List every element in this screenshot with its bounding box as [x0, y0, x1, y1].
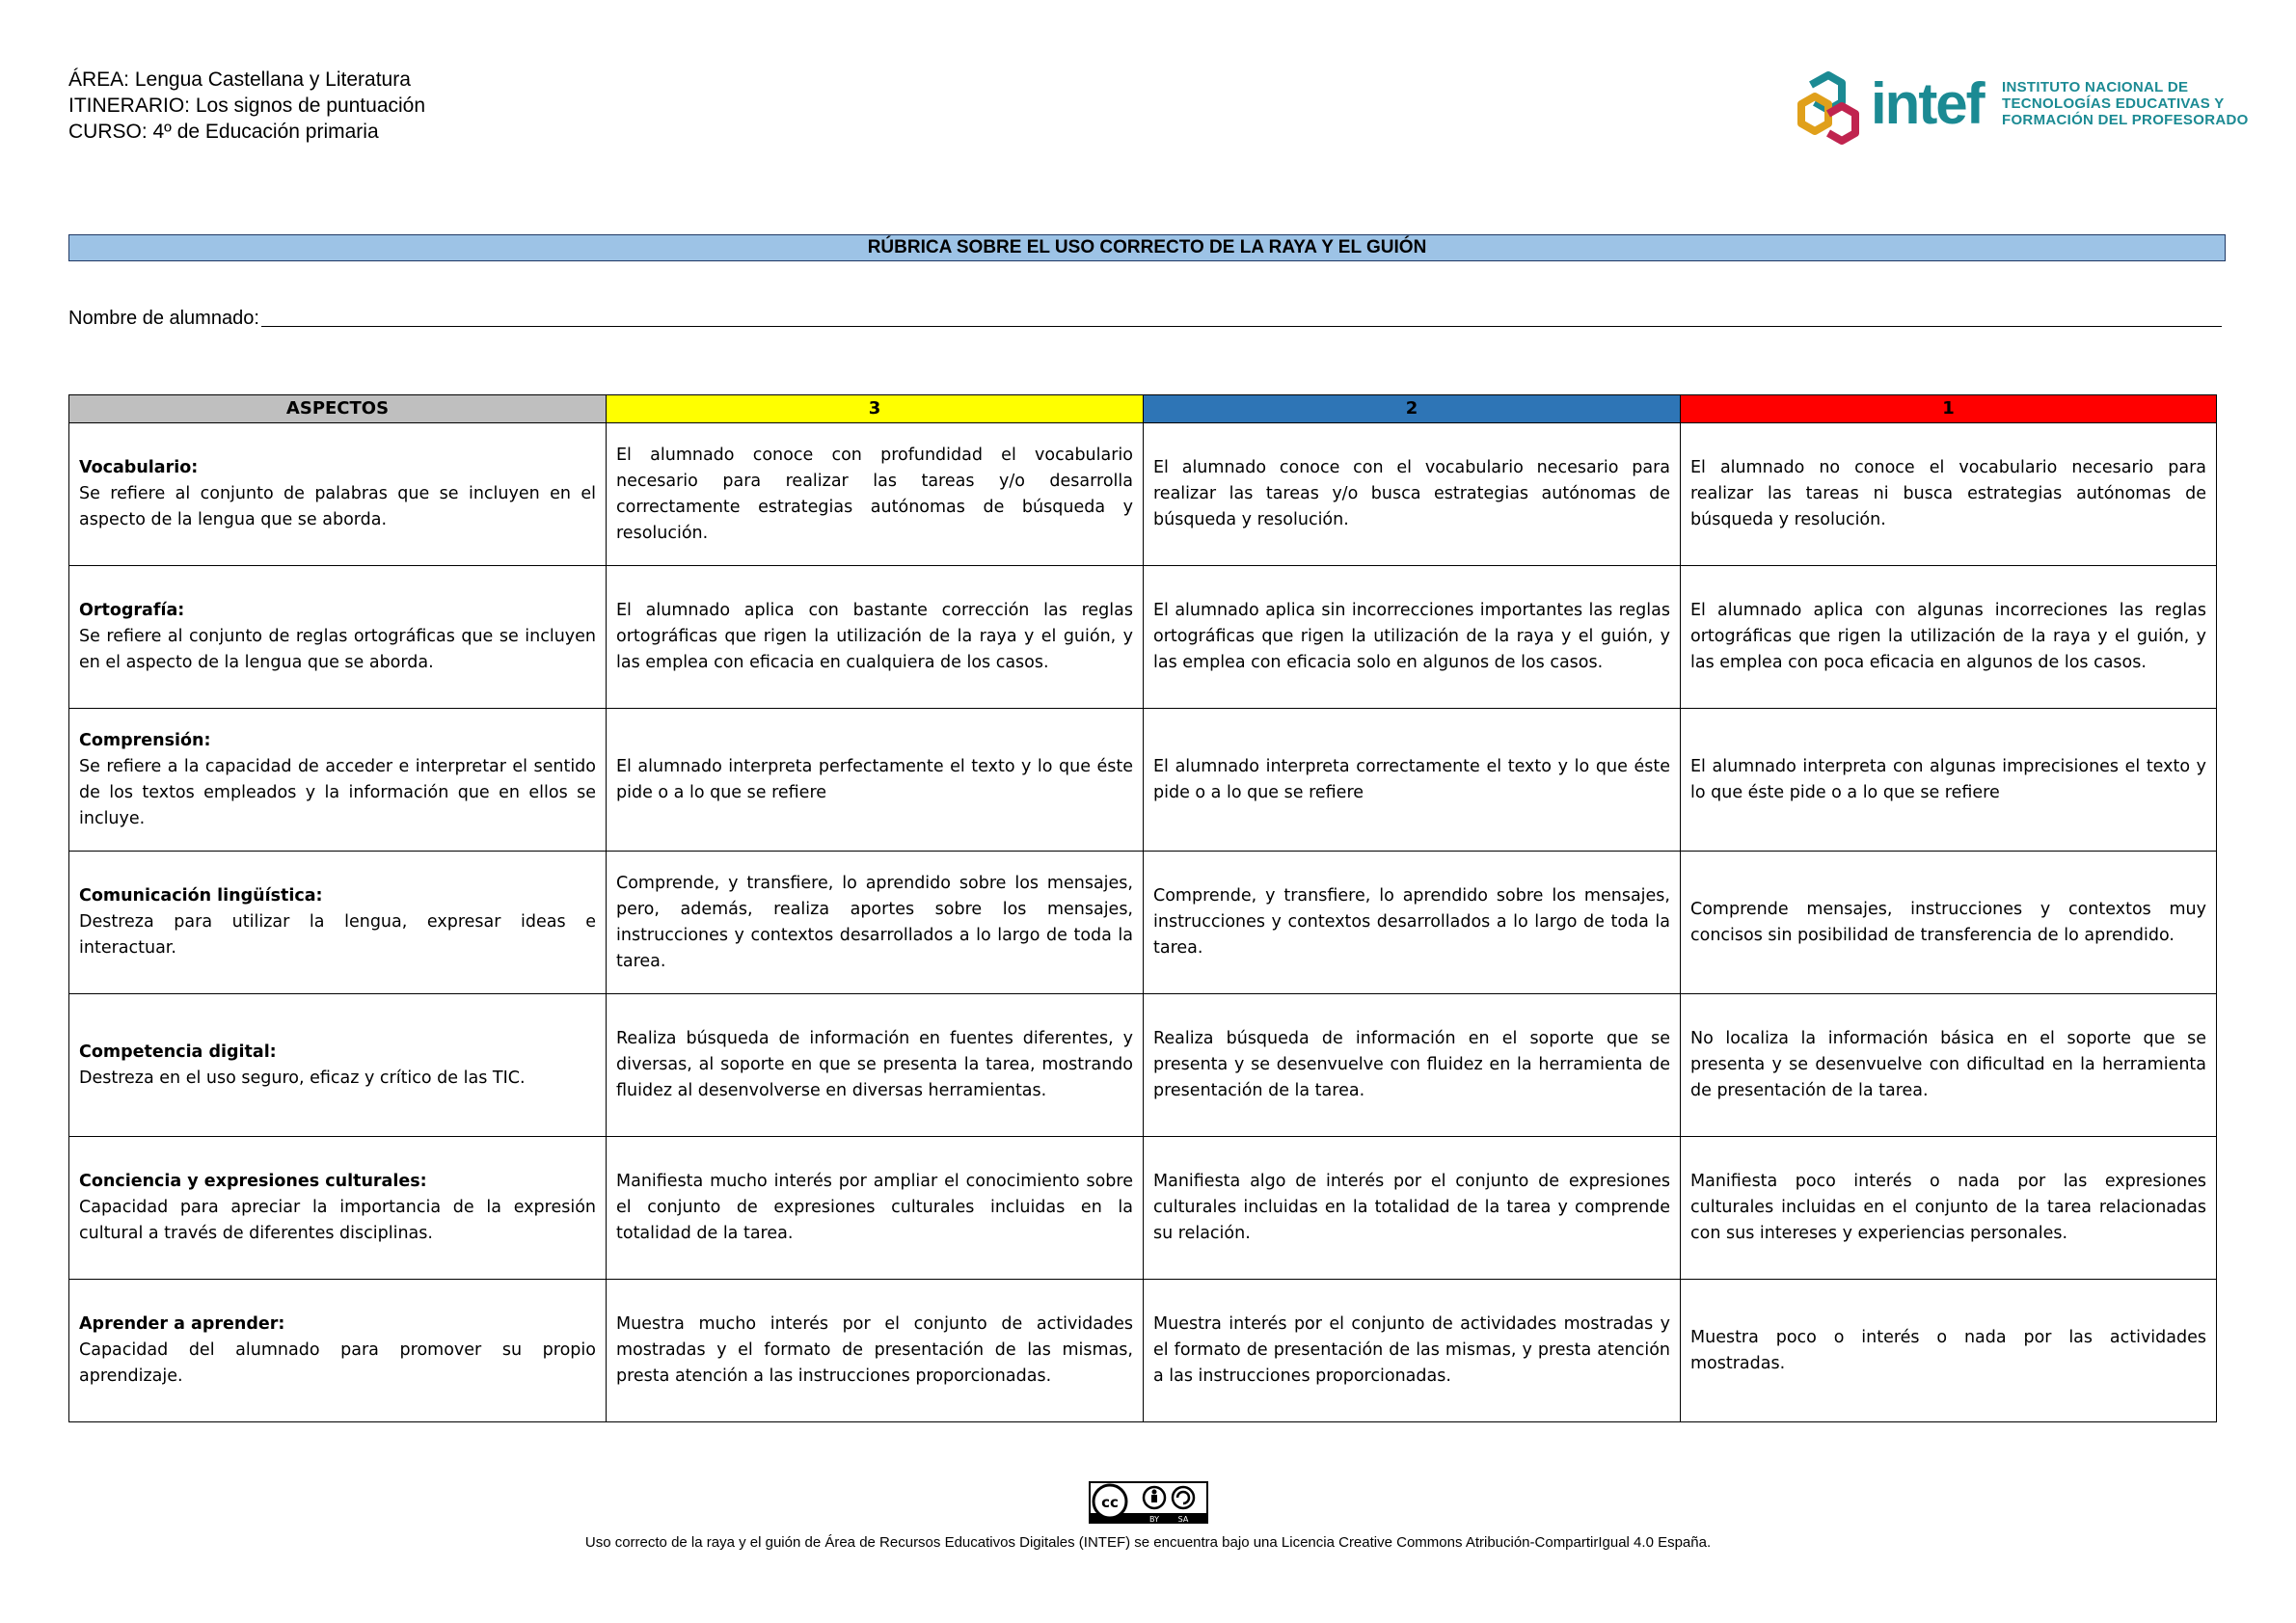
intef-logo-caption	[2002, 79, 2249, 128]
aspect-name: Comunicación lingüística:	[79, 886, 323, 906]
aspect-name: Vocabulario:	[79, 458, 199, 477]
aspect-cell	[69, 709, 607, 852]
student-name-label: Nombre de alumnado:	[68, 308, 259, 329]
table-row	[69, 852, 2217, 994]
aspect-name: Comprensión:	[79, 730, 211, 750]
header-level-2: 2	[1144, 395, 1681, 423]
table-row	[69, 423, 2217, 566]
rubric-title: RÚBRICA SOBRE EL USO CORRECTO DE LA RAYA Y EL GUIÓN	[68, 234, 2226, 261]
level-3-cell: Realiza búsqueda de información en fuentes diferentes, y diversas, al soporte en que se presenta la tarea, mostrando fluidez al desenvolverse en diversas herramientas.	[607, 994, 1144, 1137]
aspect-cell	[69, 1137, 607, 1280]
badge-by-text: BY	[1148, 1515, 1159, 1524]
level-1-cell: No localiza la información básica en el soporte que se presenta y se desenvuelve con dificultad en la herramienta de presentación de la tarea.	[1681, 994, 2217, 1137]
license-footer	[0, 1481, 2296, 1551]
level-3-cell: Muestra mucho interés por el conjunto de actividades mostradas y el formato de presentación de las mismas, presta atención a las instrucciones proporcionadas.	[607, 1280, 1144, 1422]
level-2-cell: Muestra interés por el conjunto de actividades mostradas y el formato de presentación de las mismas, y presta atención a las instrucciones proporcionadas.	[1144, 1280, 1681, 1422]
area-label: ÁREA: Lengua Castellana y Literatura	[68, 68, 411, 91]
level-2-cell: El alumnado aplica sin incorrecciones importantes las reglas ortográficas que rigen la utilización de la raya y el guión, y las emplea con eficacia solo en algunos de los casos.	[1144, 566, 1681, 709]
student-name-blank[interactable]	[261, 307, 2222, 327]
level-2-cell: Realiza búsqueda de información en el soporte que se presenta y se desenvuelve con fluidez en la herramienta de presentación de la tarea.	[1144, 994, 1681, 1137]
aspect-desc: Se refiere al conjunto de palabras que se incluyen en el aspecto de la lengua que se aborda.	[79, 484, 596, 529]
cc-by-sa-badge-icon[interactable]	[1089, 1481, 1208, 1528]
level-2-cell: Comprende, y transfiere, lo aprendido sobre los mensajes, instrucciones y contextos desarrollados a lo largo de toda la tarea.	[1144, 852, 1681, 994]
level-1-cell: El alumnado no conoce el vocabulario necesario para realizar las tareas ni busca estrategias autónomas de búsqueda y resolución.	[1681, 423, 2217, 566]
aspect-desc: Capacidad del alumnado para promover su propio aprendizaje.	[79, 1340, 596, 1386]
aspect-desc: Se refiere al conjunto de reglas ortográficas que se incluyen en el aspecto de la lengua que se aborda.	[79, 627, 596, 672]
table-row	[69, 994, 2217, 1137]
intef-logo	[1782, 66, 2249, 152]
level-2-cell: El alumnado conoce con el vocabulario necesario para realizar las tareas y/o busca estrategias autónomas de búsqueda y resolución.	[1144, 423, 1681, 566]
itinerario-label: ITINERARIO: Los signos de puntuación	[68, 95, 426, 117]
aspect-cell	[69, 423, 607, 566]
level-1-cell: Muestra poco o interés o nada por las actividades mostradas.	[1681, 1280, 2217, 1422]
table-row	[69, 1137, 2217, 1280]
level-1-cell: El alumnado aplica con algunas incorreciones las reglas ortográficas que rigen la utilización de la raya y el guión, y las emplea con poca eficacia en algunos de los casos.	[1681, 566, 2217, 709]
aspect-name: Aprender a aprender:	[79, 1314, 285, 1334]
level-3-cell: El alumnado conoce con profundidad el vocabulario necesario para realizar las tareas y/o desarrolla correctamente estrategias autónomas de búsqueda y resolución.	[607, 423, 1144, 566]
aspect-desc: Se refiere a la capacidad de acceder e interpretar el sentido de los textos empleados y la información que en ellos se incluye.	[79, 756, 596, 828]
aspect-cell	[69, 994, 607, 1137]
aspect-name: Competencia digital:	[79, 1041, 277, 1062]
logo-line-2: TECNOLOGÍAS EDUCATIVAS Y	[2002, 95, 2225, 112]
header-level-1: 1	[1681, 395, 2217, 423]
aspect-cell	[69, 566, 607, 709]
aspect-desc: Destreza en el uso seguro, eficaz y crítico de las TIC.	[79, 1068, 526, 1088]
badge-sa-text: SA	[1177, 1515, 1188, 1524]
level-1-cell: El alumnado interpreta con algunas imprecisiones el texto y lo que éste pide o a lo que se refiere	[1681, 709, 2217, 852]
aspect-name: Conciencia y expresiones culturales:	[79, 1172, 427, 1191]
level-3-cell: Comprende, y transfiere, lo aprendido sobre los mensajes, pero, además, realiza aportes sobre los mensajes, instrucciones y contextos desarrollados a lo largo de toda la tarea.	[607, 852, 1144, 994]
level-1-cell: Comprende mensajes, instrucciones y contextos muy concisos sin posibilidad de transferencia de lo aprendido.	[1681, 852, 2217, 994]
intef-brand-text: intef	[1871, 71, 1984, 136]
aspect-cell	[69, 852, 607, 994]
document-header	[68, 67, 425, 145]
header-level-3: 3	[607, 395, 1144, 423]
table-row	[69, 566, 2217, 709]
aspect-cell	[69, 1280, 607, 1422]
aspect-desc: Capacidad para apreciar la importancia de la expresión cultural a través de diferentes disciplinas.	[79, 1198, 596, 1243]
aspect-name: Ortografía:	[79, 601, 185, 620]
license-text: Uso correcto de la raya y el guión de Área de Recursos Educativos Digitales (INTEF) se encuentra bajo una Licencia Creative Commons Atribución-CompartirIgual 4.0 España.	[584, 1534, 1712, 1551]
curso-label: CURSO: 4º de Educación primaria	[68, 121, 379, 143]
svg-text:cc: cc	[1100, 1494, 1119, 1511]
level-2-cell: Manifiesta algo de interés por el conjunto de expresiones culturales incluidas en la totalidad de la tarea y comprende su relación.	[1144, 1137, 1681, 1280]
aspect-desc: Destreza para utilizar la lengua, expresar ideas e interactuar.	[79, 912, 596, 958]
level-3-cell: Manifiesta mucho interés por ampliar el conocimiento sobre el conjunto de expresiones culturales incluidas en la totalidad de la tarea.	[607, 1137, 1144, 1280]
level-3-cell: El alumnado interpreta perfectamente el texto y lo que éste pide o a lo que se refiere	[607, 709, 1144, 852]
rubric-header-row	[69, 395, 2217, 423]
logo-line-1: INSTITUTO NACIONAL DE	[2002, 79, 2189, 95]
student-name-field[interactable]	[68, 307, 2222, 330]
level-3-cell: El alumnado aplica con bastante corrección las reglas ortográficas que rigen la utilización de la raya y el guión, y las emplea con eficacia en cualquiera de los casos.	[607, 566, 1144, 709]
table-row	[69, 1280, 2217, 1422]
level-2-cell: El alumnado interpreta correctamente el texto y lo que éste pide o a lo que se refiere	[1144, 709, 1681, 852]
rubric-table	[68, 394, 2217, 1422]
level-1-cell: Manifiesta poco interés o nada por las expresiones culturales incluidas en el conjunto de la tarea relacionadas con sus intereses y experiencias personales.	[1681, 1137, 2217, 1280]
logo-line-3: FORMACIÓN DEL PROFESORADO	[2002, 112, 2249, 128]
header-aspects: ASPECTOS	[69, 395, 607, 423]
table-row	[69, 709, 2217, 852]
